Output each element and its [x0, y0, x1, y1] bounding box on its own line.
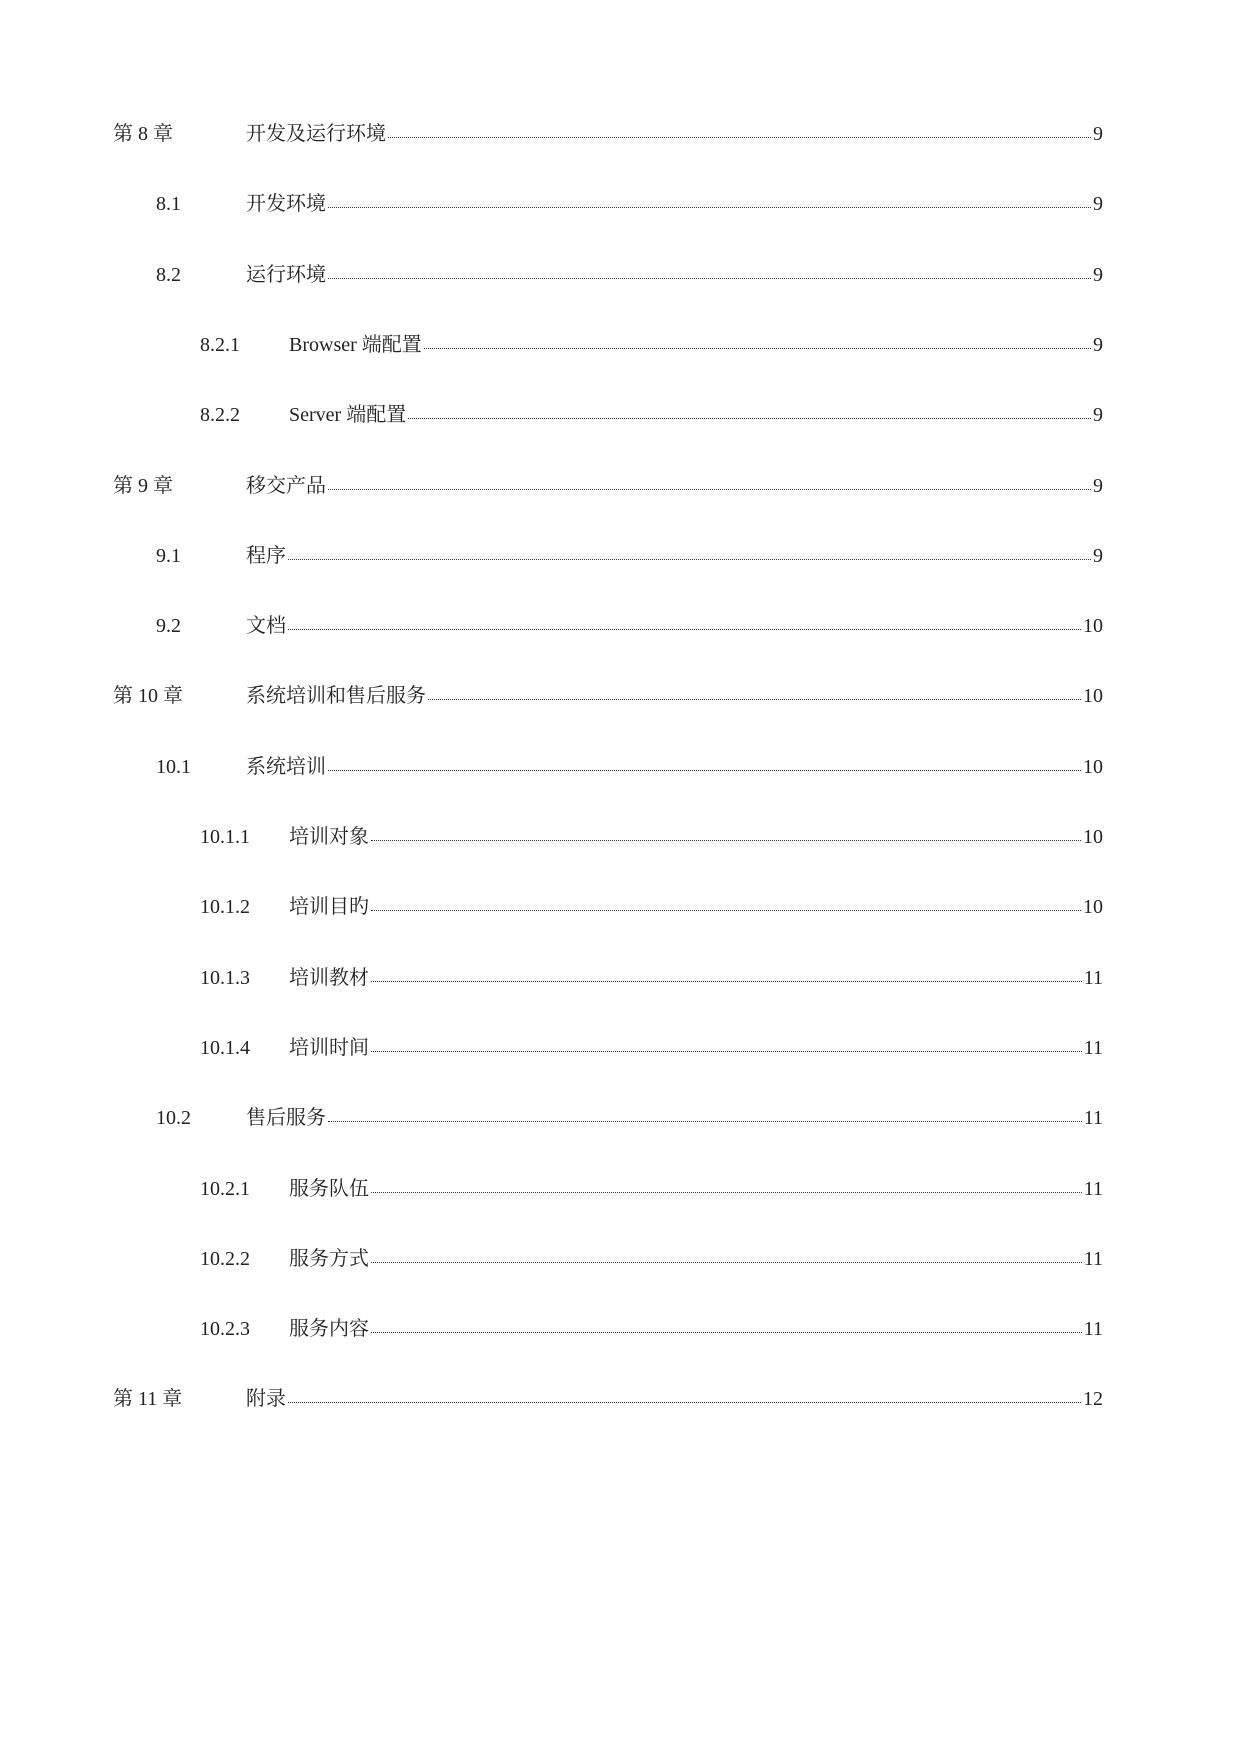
- toc-entry[interactable]: [0, 186, 1241, 222]
- toc-entry-number: 10.1.1: [200, 826, 250, 848]
- toc-dot-leader: [408, 417, 1091, 419]
- toc-entry-number: 第 8 章: [113, 123, 173, 145]
- toc-entry-page-number: 11: [1083, 1177, 1103, 1200]
- toc-entry-title: 系统培训和售后服务: [246, 685, 426, 708]
- toc-entry-number: 10.1.2: [200, 896, 250, 919]
- toc-entry[interactable]: [0, 116, 1241, 152]
- toc-entry-number: 10.2.2: [200, 1247, 250, 1270]
- toc-dot-leader: [328, 488, 1091, 490]
- toc-entry-title: 服务方式: [289, 1247, 369, 1270]
- toc-entry-title: Server 端配置: [289, 404, 407, 427]
- toc-dot-leader: [371, 839, 1081, 841]
- toc-entry-page-number: 10: [1083, 826, 1103, 848]
- toc-entry[interactable]: [0, 1030, 1241, 1066]
- toc-entry-title: Browser 端配置: [289, 333, 422, 356]
- toc-entry[interactable]: [0, 1171, 1241, 1207]
- toc-dot-leader: [328, 1120, 1082, 1122]
- toc-entry-number: 10.2: [156, 1107, 191, 1130]
- toc-entry[interactable]: [0, 1311, 1241, 1347]
- toc-entry-title: 移交产品: [246, 474, 326, 497]
- toc-entry[interactable]: [0, 468, 1241, 504]
- toc-entry[interactable]: [0, 1241, 1241, 1277]
- toc-dot-leader: [288, 1401, 1081, 1403]
- toc-dot-leader: [371, 980, 1082, 982]
- toc-entry-number: 第 10 章: [113, 685, 183, 708]
- toc-entry-title: 程序: [246, 544, 286, 567]
- toc-entry-number: 10.2.1: [200, 1177, 250, 1200]
- toc-entry-title: 系统培训: [246, 755, 326, 778]
- toc-entry[interactable]: [0, 257, 1241, 293]
- toc-entry-title: 附录: [246, 1388, 286, 1411]
- toc-entry[interactable]: [0, 819, 1241, 855]
- toc-entry-page-number: 10: [1083, 896, 1103, 919]
- toc-entry[interactable]: [0, 749, 1241, 785]
- toc-dot-leader: [371, 909, 1081, 911]
- toc-entry-page-number: 11: [1083, 1036, 1103, 1059]
- toc-dot-leader: [288, 558, 1091, 560]
- toc-entry[interactable]: [0, 960, 1241, 996]
- toc-entry-number: 第 9 章: [113, 474, 173, 497]
- toc-entry-page-number: 11: [1083, 966, 1103, 989]
- toc-entry-page-number: 9: [1093, 193, 1103, 216]
- toc-entry-number: 8.1: [156, 193, 181, 216]
- toc-entry[interactable]: [0, 327, 1241, 363]
- toc-entry-page-number: 9: [1093, 474, 1103, 497]
- toc-entry[interactable]: [0, 678, 1241, 714]
- toc-dot-leader: [328, 769, 1081, 771]
- toc-entry-page-number: 9: [1093, 263, 1103, 286]
- toc-dot-leader: [371, 1261, 1082, 1263]
- toc-entry-page-number: 11: [1083, 1247, 1103, 1270]
- toc-entry[interactable]: [0, 538, 1241, 574]
- toc-entry-number: 8.2.2: [200, 404, 240, 427]
- toc-dot-leader: [288, 628, 1081, 630]
- toc-entry-title: 服务内容: [289, 1318, 369, 1341]
- toc-entry-page-number: 10: [1083, 615, 1103, 638]
- toc-entry-title: 培训对象: [289, 826, 369, 848]
- toc-entry-title: 开发环境: [246, 193, 326, 216]
- toc-entry-page-number: 10: [1083, 685, 1103, 708]
- toc-entry-number: 10.1: [156, 755, 191, 778]
- toc-entry-page-number: 9: [1093, 333, 1103, 356]
- toc-entry-number: 9.1: [156, 544, 181, 567]
- toc-entry-page-number: 10: [1083, 755, 1103, 778]
- toc-entry-page-number: 12: [1083, 1388, 1103, 1411]
- toc-entry-page-number: 9: [1093, 404, 1103, 427]
- toc-entry-number: 9.2: [156, 615, 181, 638]
- toc-entry-number: 10.1.3: [200, 966, 250, 989]
- toc-dot-leader: [371, 1331, 1082, 1333]
- toc-dot-leader: [328, 277, 1091, 279]
- toc-entry-title: 文档: [246, 615, 286, 638]
- toc-entry-title: 培训时间: [289, 1036, 369, 1059]
- toc-entry-page-number: 11: [1083, 1107, 1103, 1130]
- toc-entry[interactable]: [0, 608, 1241, 644]
- toc-entry-title: 服务队伍: [289, 1177, 369, 1200]
- toc-dot-leader: [371, 1191, 1082, 1193]
- toc-dot-leader: [371, 1050, 1082, 1052]
- toc-entry[interactable]: [0, 889, 1241, 925]
- toc-entry-number: 第 11 章: [113, 1388, 183, 1411]
- toc-entry-title: 开发及运行环境: [246, 123, 386, 145]
- toc-entry-number: 10.1.4: [200, 1036, 250, 1059]
- toc-dot-leader: [428, 698, 1081, 700]
- toc-entry-number: 8.2.1: [200, 333, 240, 356]
- toc-dot-leader: [424, 347, 1091, 349]
- toc-entry[interactable]: [0, 397, 1241, 433]
- toc-entry-title: 培训教材: [289, 966, 369, 989]
- toc-entry-title: 培训目旳: [289, 896, 369, 919]
- toc-entry-number: 10.2.3: [200, 1318, 250, 1341]
- toc-entry-page-number: 11: [1083, 1318, 1103, 1341]
- toc-entry-page-number: 9: [1093, 544, 1103, 567]
- toc-entry[interactable]: [0, 1100, 1241, 1136]
- toc-entry-title: 运行环境: [246, 263, 326, 286]
- toc-entry-title: 售后服务: [246, 1107, 326, 1130]
- toc-dot-leader: [328, 206, 1091, 208]
- toc-dot-leader: [388, 136, 1091, 138]
- toc-entry-page-number: 9: [1093, 123, 1103, 145]
- toc-entry[interactable]: [0, 1381, 1241, 1417]
- toc-entry-number: 8.2: [156, 263, 181, 286]
